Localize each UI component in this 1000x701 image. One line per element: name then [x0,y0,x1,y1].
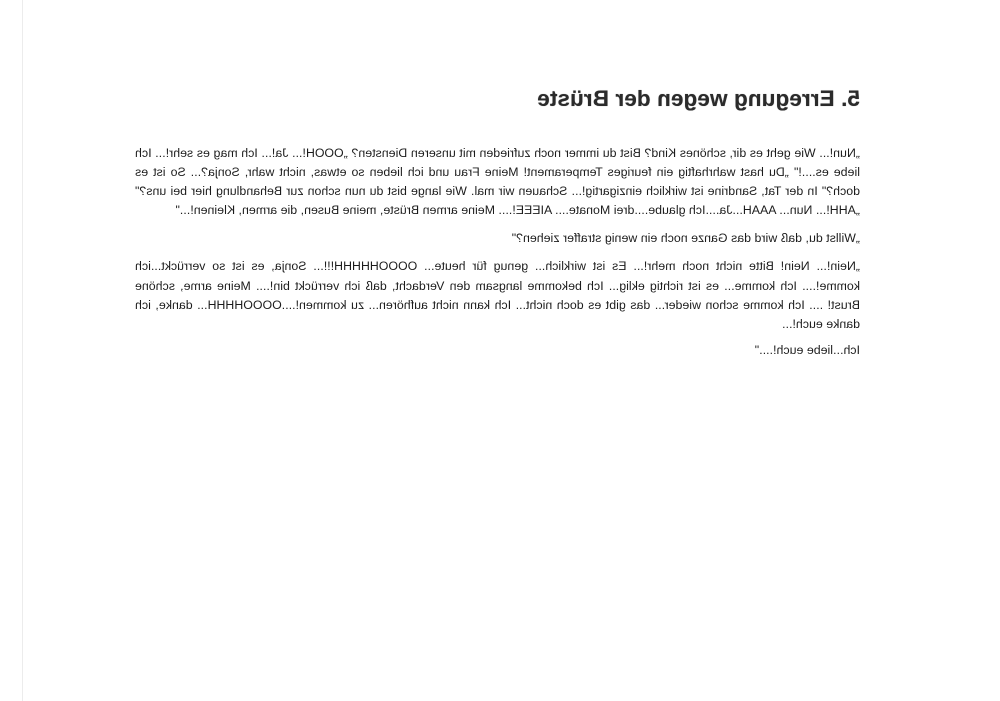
mirrored-text-block [135,83,862,367]
paragraph-2: „Willst du, daß wird das Ganze noch ein wenig straffer ziehen?" [511,231,860,246]
scan-edge-line [22,0,23,701]
paragraph-1: „Nun!... Wie geht es dir, schönes Kind? Bist du immer noch zufrieden mit unseren Diensten? „OOOH!... Ja!... Ich mag es sehr!... Ich liebe es....!" „Du hast wahrhaftig ein feuriges Temperament! Meine Frau und ich lieben so etwas, nicht wahr, Sonja?... So ist es doch?" In der Tat, Sandrine ist wirklich einzigartig!... Schauen wir mal. Wie lange bist du nun schon zur Behandlung hier bei uns?" „AHH!... Nun... AAAH...Ja....Ich glaube....drei Monate.... AIEEE!.... Meine armen Brüste, meine Busen, die armen, Kleinen!..." [135,146,860,218]
page-title: 5. Erregung wegen der Brüste [537,86,860,111]
paragraph-3: „Nein!... Nein! Bitte nicht noch mehr!... Es ist wirklich... genug für heute... OOOOHHHHH!!!... Sonja, es ist so verrückt...ich komme!.... Ich komme... es ist richtig eklig... Ich bekomme langsam den Verdacht, daß ich verrückt bin!.... Meine arme, schöne Brust! .... Ich komme schon wieder... das gibt es doch nicht... Ich kann nicht aufhören... zu kommen!....OOOOHHHH... danke, ich danke euch!... [135,259,860,331]
paragraph-4: Ich...liebe euch!...." [754,342,860,357]
